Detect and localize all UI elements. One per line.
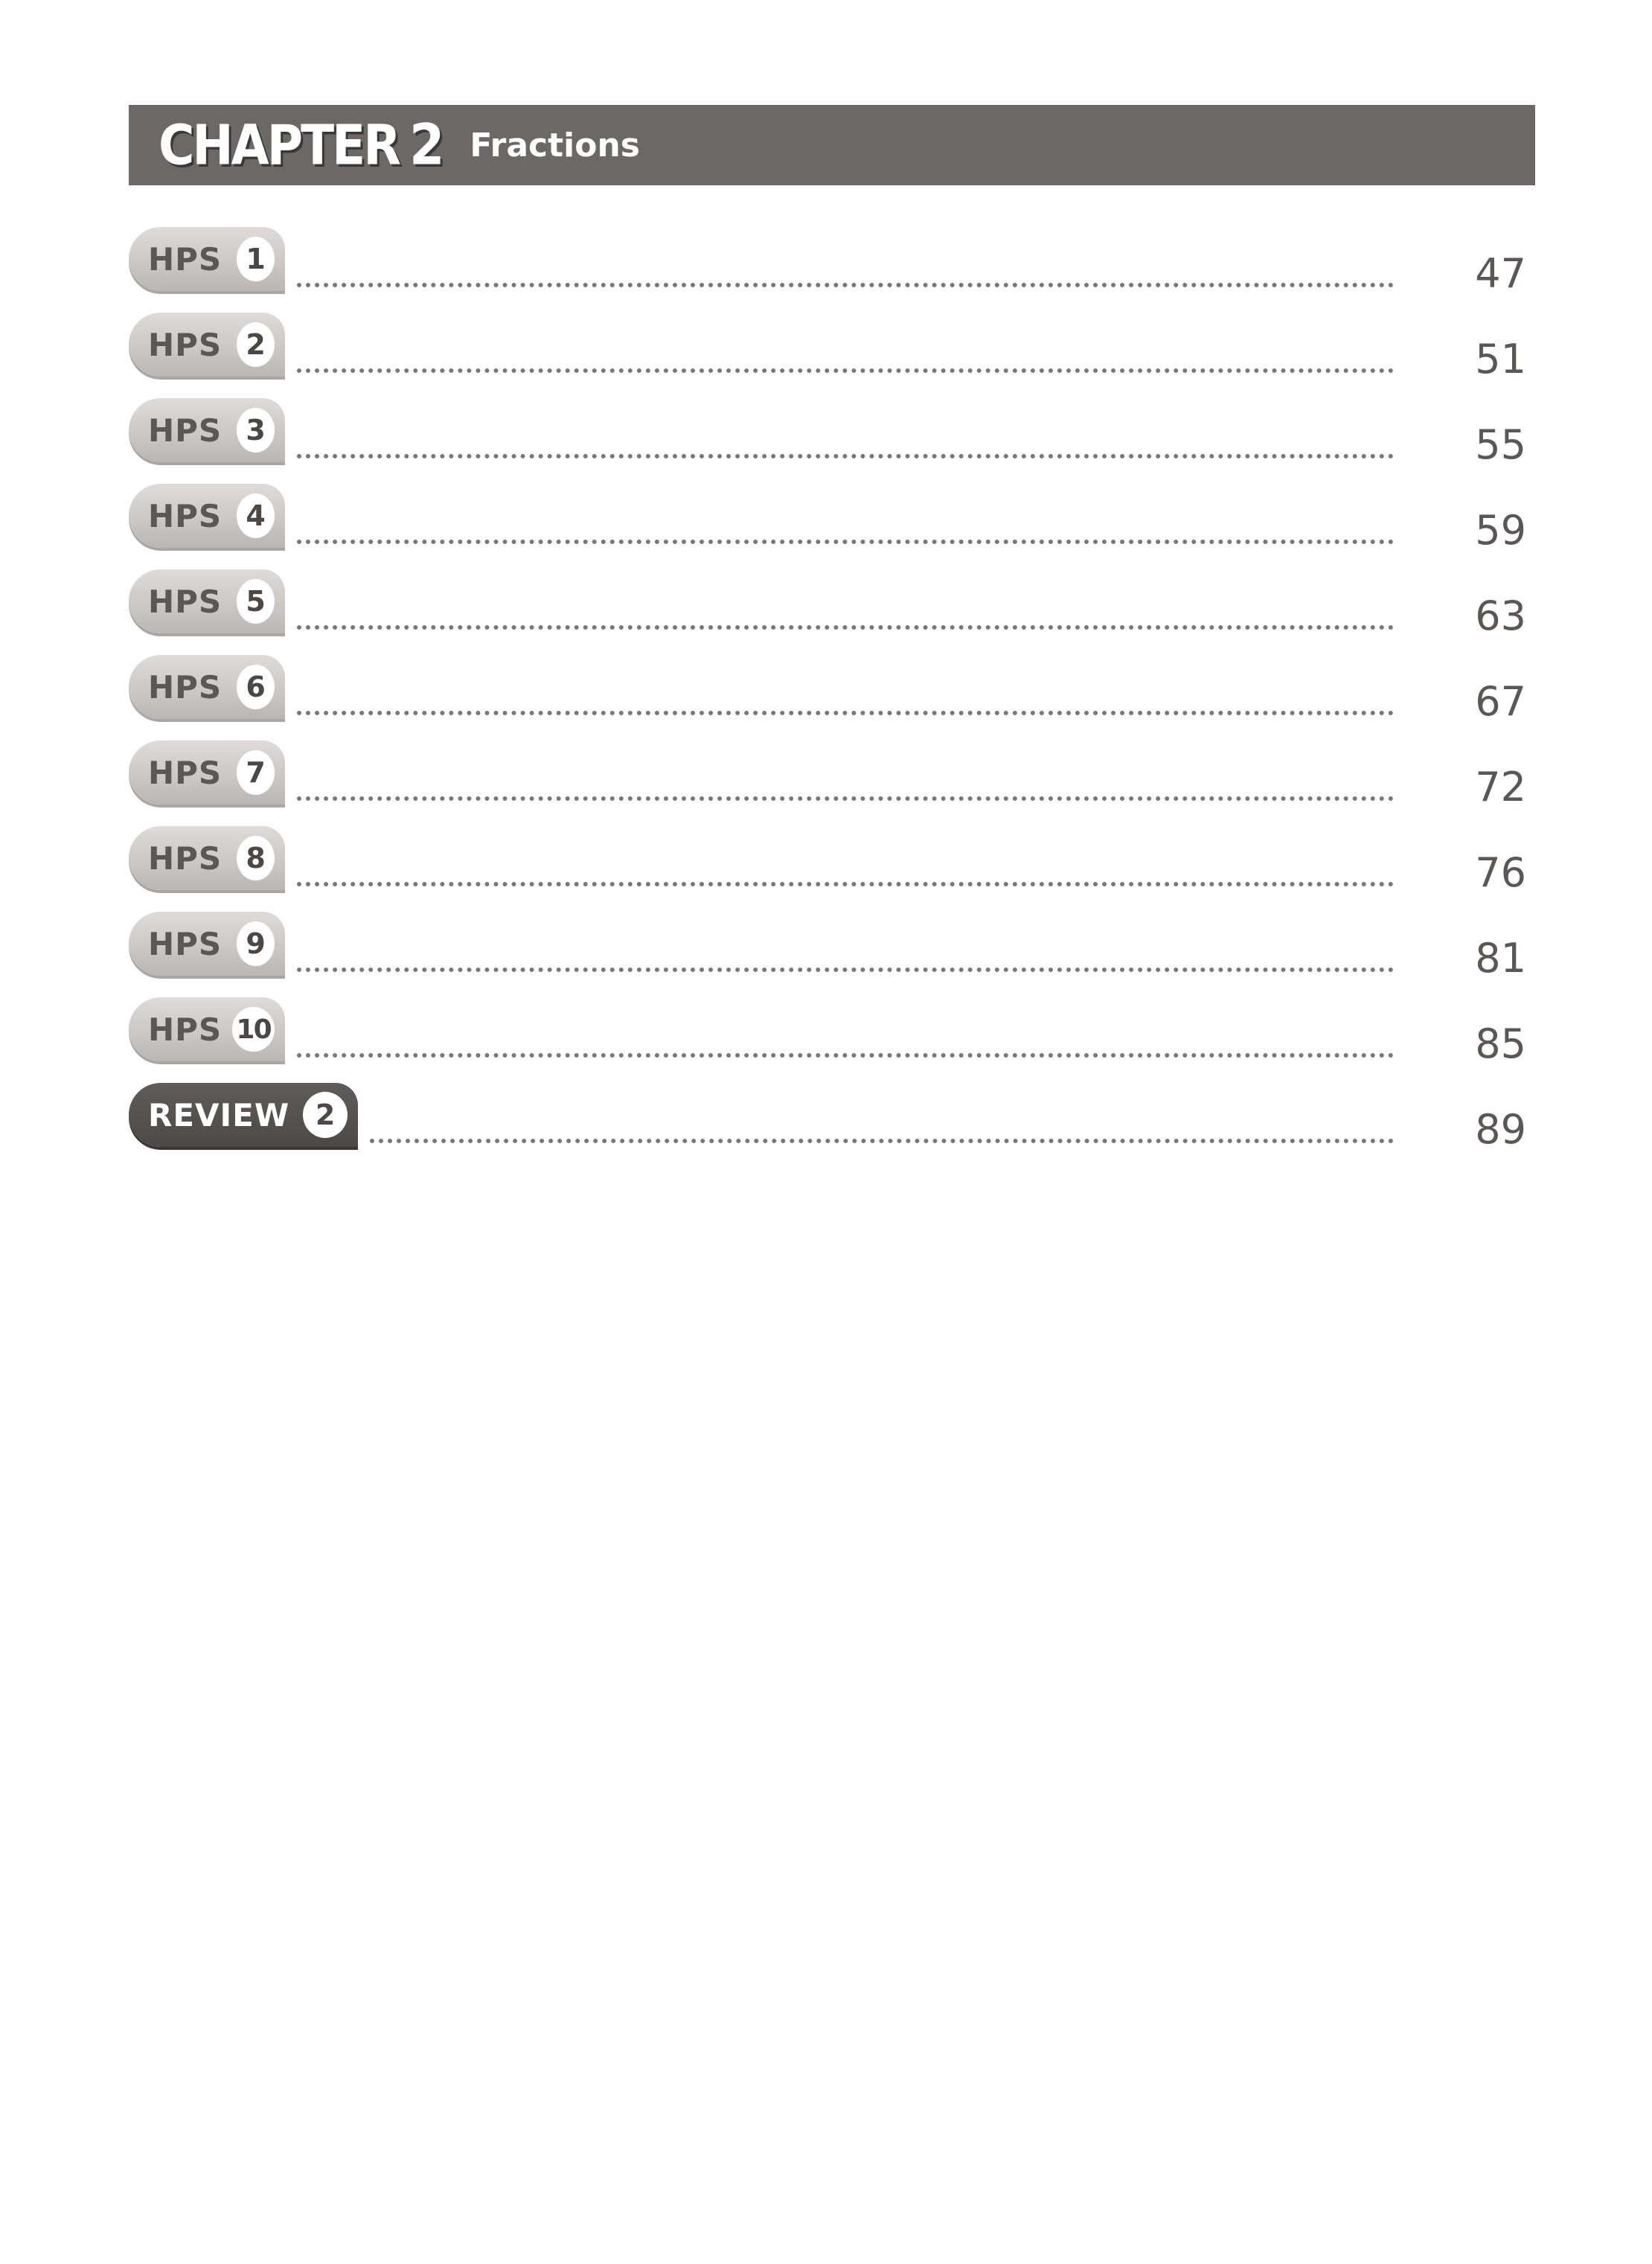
badge-number: 9	[237, 921, 275, 966]
badge-number: 7	[237, 750, 275, 795]
toc-entry-hps-1[interactable]	[129, 223, 1535, 309]
toc-entry-hps-3[interactable]	[129, 394, 1535, 480]
chapter-number: 2	[409, 112, 445, 179]
dot-leader	[297, 968, 1394, 972]
chapter-title: Fractions	[470, 126, 640, 164]
page-number: 76	[1475, 849, 1526, 896]
page-number: 47	[1475, 250, 1526, 297]
dot-leader	[297, 625, 1394, 630]
toc-entry-hps-2[interactable]	[129, 309, 1535, 394]
page-number: 63	[1475, 592, 1526, 639]
hps-badge	[129, 826, 285, 890]
dot-leader	[297, 711, 1394, 715]
review-badge	[129, 1083, 358, 1147]
badge-label: HPS	[148, 840, 222, 877]
badge-number: 5	[237, 579, 275, 624]
toc-entry-hps-6[interactable]	[129, 651, 1535, 737]
dot-leader	[370, 1139, 1394, 1143]
dot-leader	[297, 1053, 1394, 1058]
toc-entry-review-2[interactable]	[129, 1079, 1535, 1165]
badge-label: HPS	[148, 925, 222, 962]
badge-number: 2	[237, 322, 275, 367]
badge-label: HPS	[148, 1011, 222, 1048]
badge-number: 2	[303, 1092, 348, 1138]
page-number: 89	[1475, 1106, 1526, 1153]
chapter-banner	[129, 105, 1535, 185]
page-number: 81	[1475, 935, 1526, 982]
page-number: 72	[1475, 764, 1526, 810]
toc-entry-hps-9[interactable]	[129, 908, 1535, 994]
toc-entry-hps-5[interactable]	[129, 566, 1535, 651]
badge-label: REVIEW	[148, 1096, 290, 1133]
toc-entry-hps-7[interactable]	[129, 737, 1535, 822]
badge-label: HPS	[148, 497, 222, 534]
dot-leader	[297, 796, 1394, 801]
badge-label: HPS	[148, 668, 222, 706]
page-number: 51	[1475, 336, 1526, 383]
dot-leader	[297, 368, 1394, 373]
badge-number: 6	[237, 665, 275, 709]
toc-entry-hps-10[interactable]	[129, 994, 1535, 1079]
hps-badge	[129, 569, 285, 633]
hps-badge	[129, 484, 285, 548]
badge-number: 3	[237, 408, 275, 453]
badge-number: 10	[232, 1007, 275, 1052]
chapter-label: CHAPTER	[159, 112, 400, 178]
toc-entry-hps-8[interactable]	[129, 822, 1535, 908]
hps-badge	[129, 912, 285, 976]
badge-label: HPS	[148, 412, 222, 449]
dot-leader	[297, 540, 1394, 544]
badge-label: HPS	[148, 583, 222, 620]
dot-leader	[297, 882, 1394, 886]
toc-entry-hps-4[interactable]	[129, 480, 1535, 566]
page-number: 55	[1475, 421, 1526, 468]
hps-badge	[129, 741, 285, 805]
hps-badge	[129, 227, 285, 291]
page-number: 59	[1475, 507, 1526, 554]
hps-badge	[129, 398, 285, 462]
hps-badge	[129, 313, 285, 377]
table-of-contents	[129, 223, 1535, 1165]
badge-label: HPS	[148, 326, 222, 363]
dot-leader	[297, 454, 1394, 458]
dot-leader	[297, 283, 1394, 287]
badge-label: HPS	[148, 240, 222, 278]
hps-badge	[129, 655, 285, 719]
page-number: 85	[1475, 1020, 1526, 1067]
page-number: 67	[1475, 678, 1526, 725]
badge-label: HPS	[148, 754, 222, 791]
hps-badge	[129, 997, 285, 1061]
badge-number: 4	[237, 493, 275, 538]
badge-number: 8	[237, 836, 275, 880]
badge-number: 1	[237, 237, 275, 281]
